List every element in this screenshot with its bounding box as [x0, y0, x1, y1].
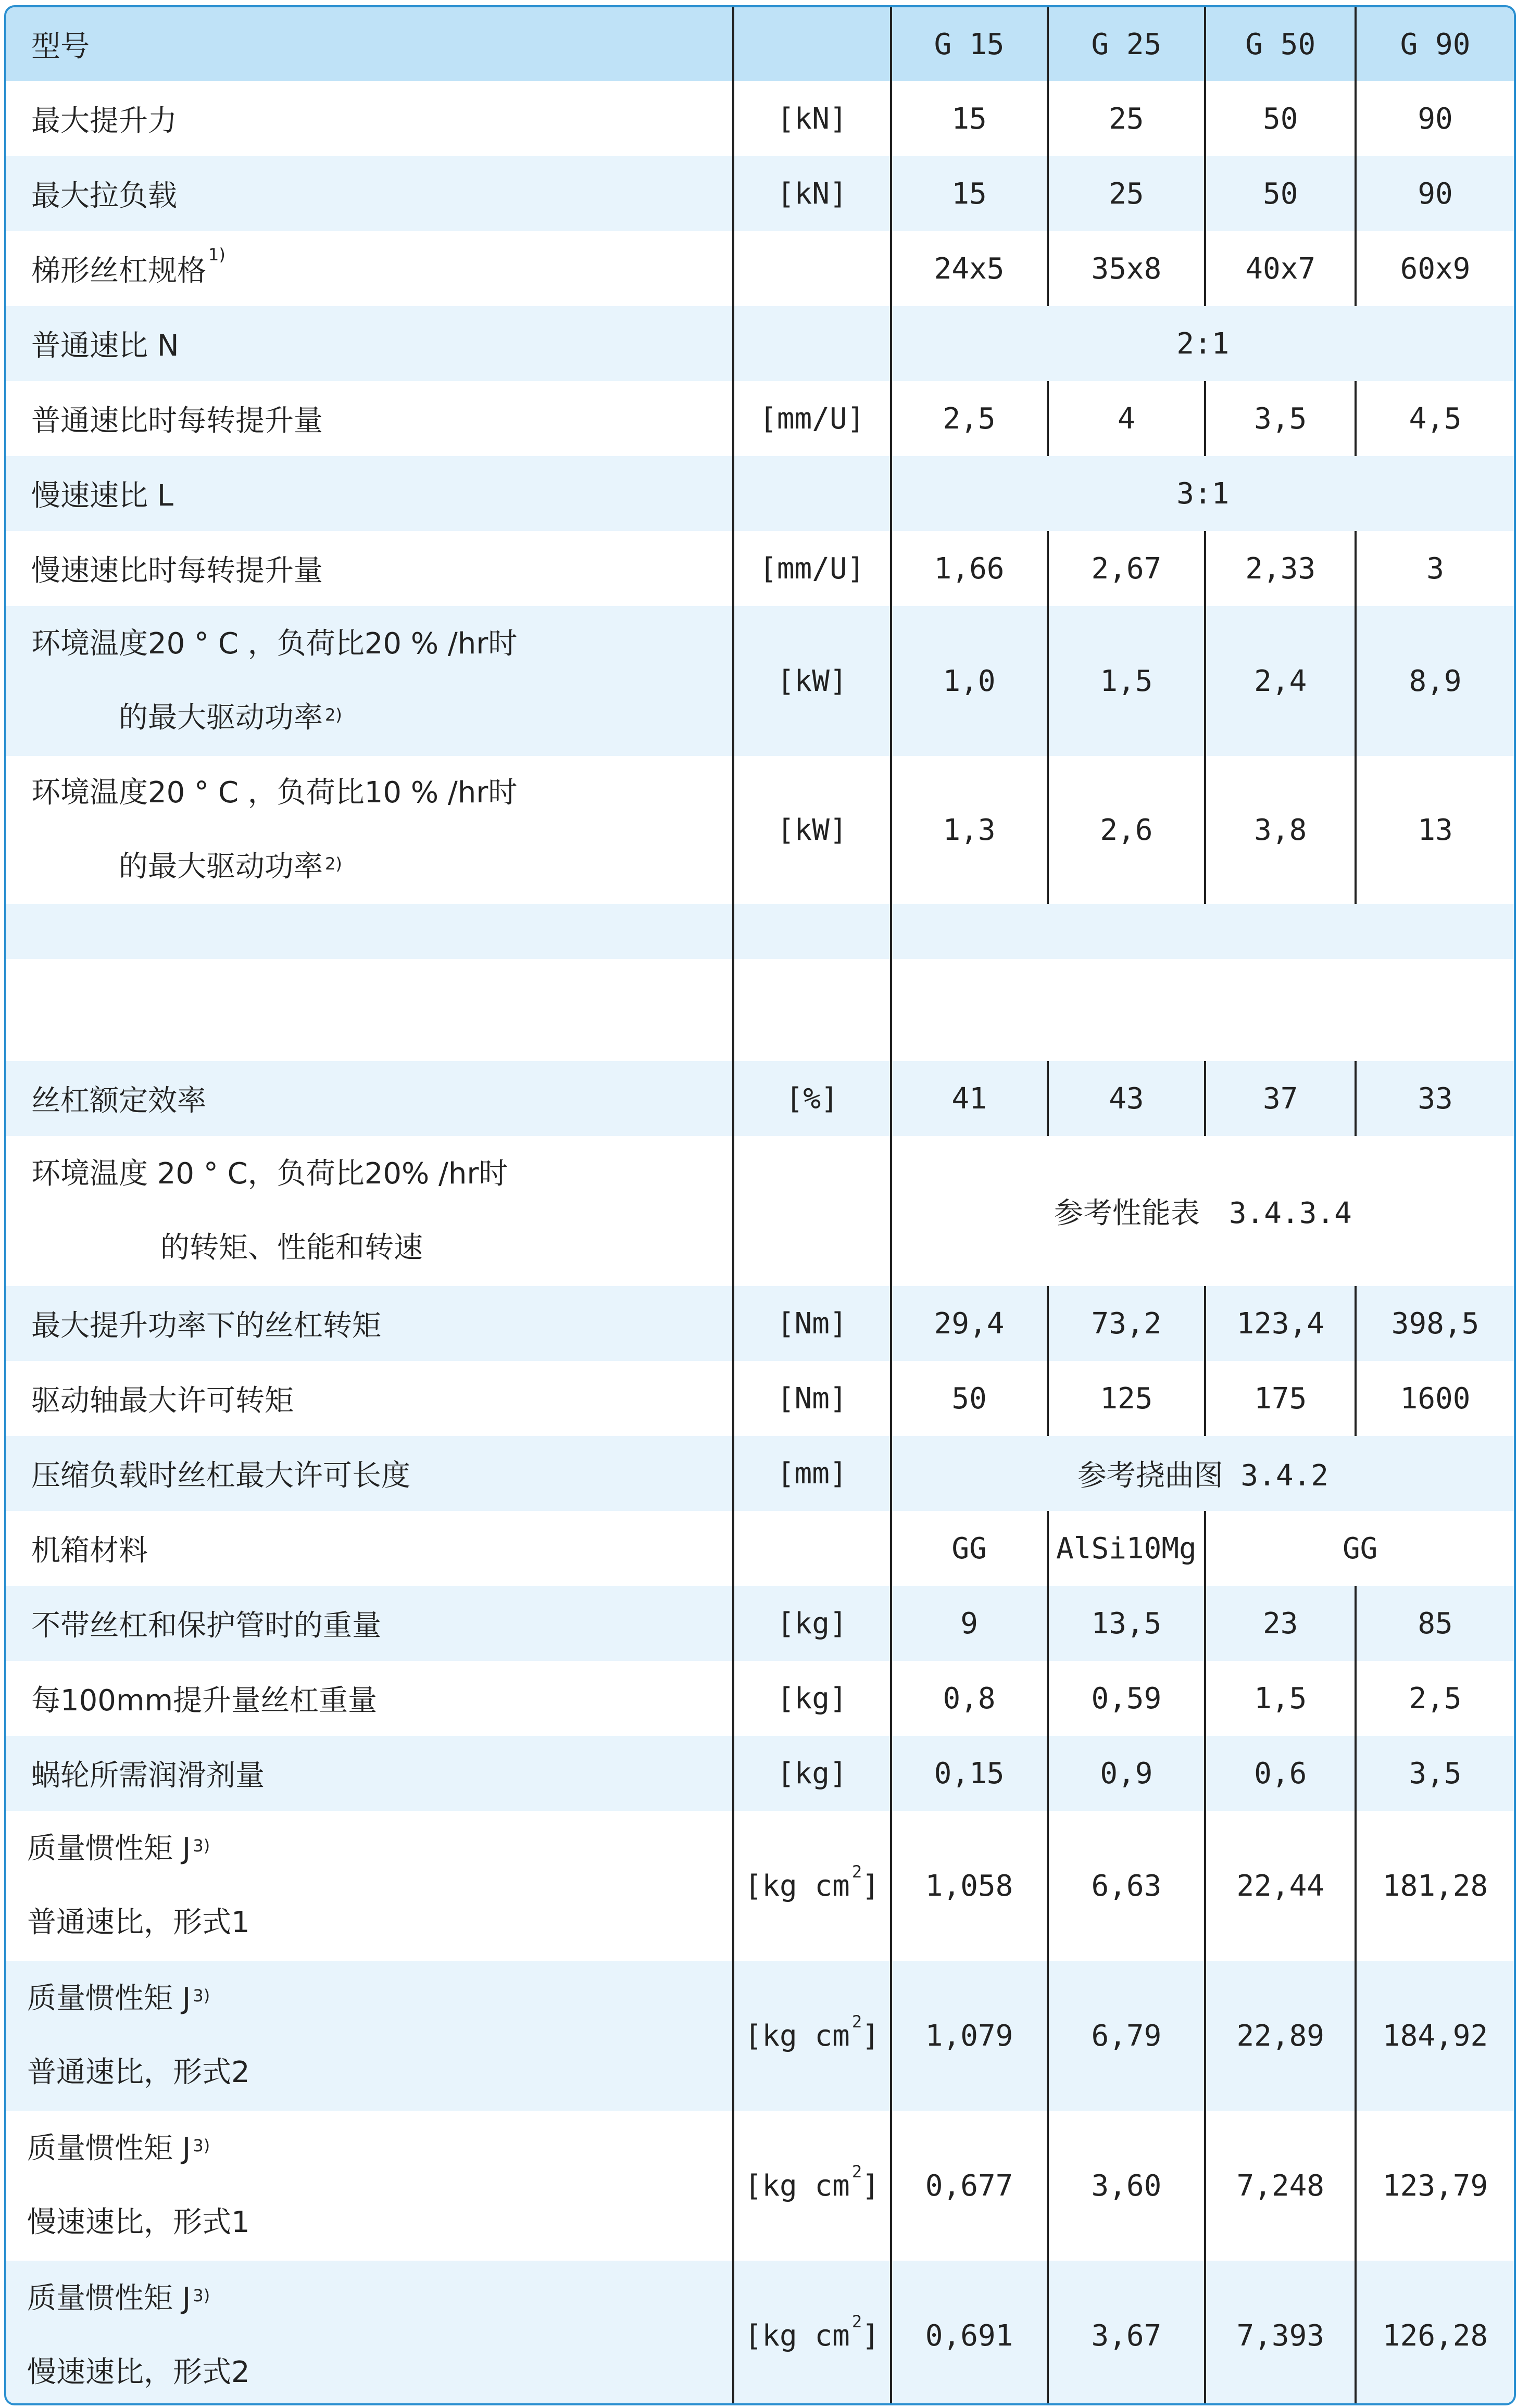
row-unit: [%] — [733, 1061, 891, 1136]
row-unit — [733, 1961, 891, 2111]
table-row-empty — [6, 904, 1514, 959]
row-label: 普通速比 N — [6, 306, 733, 381]
row-label-line1-text: 质量惯性矩 J — [27, 1832, 191, 1865]
row-value: 50 — [1205, 156, 1356, 231]
row-value: 41 — [891, 1061, 1048, 1136]
row-unit: [kW] — [733, 606, 891, 756]
row-value: 50 — [1205, 81, 1356, 156]
table-row — [6, 756, 1514, 904]
row-unit: [mm/U] — [733, 381, 891, 456]
row-label-line1: 环境温度20 ° C ，负荷比20 % /hr时 — [31, 627, 518, 661]
row-value: 85 — [1356, 1586, 1514, 1661]
row-label: 丝杠额定效率 — [6, 1061, 733, 1136]
row-label: 压缩负载时丝杠最大许可长度 — [6, 1436, 733, 1511]
row-value: 0,9 — [1048, 1736, 1206, 1811]
row-value: 7,248 — [1205, 2111, 1356, 2261]
row-unit: [kW] — [733, 756, 891, 904]
table-row — [6, 1061, 1514, 1136]
row-value: 2,33 — [1205, 531, 1356, 606]
row-label-line2 — [31, 681, 732, 755]
row-value: 125 — [1048, 1361, 1206, 1436]
row-label — [6, 2111, 733, 2261]
row-label — [6, 2261, 733, 2405]
row-span-value: 参考性能表 3.4.3.4 — [891, 1136, 1514, 1286]
row-label: 最大拉负载 — [6, 156, 733, 231]
row-span-value: 参考挠曲图 3.4.2 — [891, 1436, 1514, 1511]
row-value: 7,393 — [1205, 2261, 1356, 2405]
row-value: 3,8 — [1205, 756, 1356, 904]
table-row — [6, 531, 1514, 606]
row-value: 0,15 — [891, 1736, 1048, 1811]
table-row — [6, 1136, 1514, 1286]
row-value: 1600 — [1356, 1361, 1514, 1436]
row-value: 29,4 — [891, 1286, 1048, 1361]
row-unit — [733, 231, 891, 306]
table-row-empty — [6, 959, 1514, 1061]
table-row — [6, 1361, 1514, 1436]
row-value: 43 — [1048, 1061, 1206, 1136]
row-value: 123,79 — [1356, 2111, 1514, 2261]
row-unit: [kg] — [733, 1586, 891, 1661]
row-label: 最大提升力 — [31, 104, 177, 138]
row-label-line1 — [27, 1962, 732, 2036]
row-label-line2: 的转矩、性能和转速 — [160, 1231, 423, 1265]
row-value: 2,5 — [891, 381, 1048, 456]
row-label-line2: 慢速速比，形式2 — [27, 2355, 250, 2389]
row-label-line2-text: 的最大驱动功率 — [119, 850, 323, 884]
header-col-2: G 25 — [1048, 7, 1206, 81]
unit-close: ] — [862, 1869, 880, 1903]
unit-text: [kg cm — [744, 1869, 850, 1903]
row-value: 13 — [1356, 756, 1514, 904]
unit-close: ] — [862, 2318, 880, 2353]
table-row — [6, 456, 1514, 531]
table-row — [6, 1436, 1514, 1511]
row-value: 1,66 — [891, 531, 1048, 606]
row-value: 3,60 — [1048, 2111, 1206, 2261]
row-label: 普通速比时每转提升量 — [31, 404, 323, 438]
row-value: 6,63 — [1048, 1811, 1206, 1961]
header-col-1: G 15 — [891, 7, 1048, 81]
row-value: 33 — [1356, 1061, 1514, 1136]
row-value: 3,67 — [1048, 2261, 1206, 2405]
row-value: 40x7 — [1205, 231, 1356, 306]
row-label-line1 — [27, 2112, 732, 2186]
row-unit — [733, 306, 891, 381]
footnote-mark: 2) — [325, 854, 342, 874]
row-value: 22,89 — [1205, 1961, 1356, 2111]
table-row — [6, 381, 1514, 456]
footnote-mark: 2) — [325, 705, 342, 725]
table-row — [6, 1811, 1514, 1961]
spec-table-frame — [4, 5, 1516, 2405]
table-row — [6, 1661, 1514, 1736]
row-label-line1 — [27, 1812, 732, 1886]
table-row — [6, 1511, 1514, 1586]
row-value: 90 — [1356, 156, 1514, 231]
row-value: 3,5 — [1205, 381, 1356, 456]
row-unit: [mm/U] — [733, 531, 891, 606]
row-span-value: 2:1 — [891, 306, 1514, 381]
row-value: 8,9 — [1356, 606, 1514, 756]
row-span-value — [891, 959, 1514, 1061]
row-label-line1-text: 质量惯性矩 J — [27, 1982, 191, 2015]
row-value: 6,79 — [1048, 1961, 1206, 2111]
row-label: 机箱材料 — [31, 1534, 148, 1568]
row-value: 25 — [1048, 81, 1206, 156]
row-value: 4,5 — [1356, 381, 1514, 456]
row-value: 1,0 — [891, 606, 1048, 756]
header-col-3: G 50 — [1205, 7, 1356, 81]
row-unit: [Nm] — [733, 1361, 891, 1436]
row-unit — [733, 1811, 891, 1961]
row-value: 73,2 — [1048, 1286, 1206, 1361]
row-value: 0,691 — [891, 2261, 1048, 2405]
row-value: 23 — [1205, 1586, 1356, 1661]
table-row — [6, 1286, 1514, 1361]
row-value: 184,92 — [1356, 1961, 1514, 2111]
row-value: 1,058 — [891, 1811, 1048, 1961]
row-label-line1-text: 质量惯性矩 J — [27, 2281, 191, 2315]
row-label — [6, 959, 733, 1061]
row-unit — [733, 904, 891, 959]
table-row — [6, 156, 1514, 231]
table-row — [6, 2111, 1514, 2261]
table-row — [6, 81, 1514, 156]
header-unit — [733, 7, 891, 81]
row-value: GG — [891, 1511, 1048, 1586]
header-col-4: G 90 — [1356, 7, 1514, 81]
row-value: 1,5 — [1205, 1661, 1356, 1736]
footnote-mark: 3) — [193, 1986, 210, 2006]
row-value: 24x5 — [891, 231, 1048, 306]
row-value: 4 — [1048, 381, 1206, 456]
row-value: 175 — [1205, 1361, 1356, 1436]
row-value: 0,59 — [1048, 1661, 1206, 1736]
row-span-value: 3:1 — [891, 456, 1514, 531]
row-label — [6, 904, 733, 959]
row-label-text: 梯形丝杠规格 — [31, 254, 206, 288]
row-unit: [mm] — [733, 1436, 891, 1511]
row-unit — [733, 1511, 891, 1586]
row-value: 22,44 — [1205, 1811, 1356, 1961]
unit-text: [kg cm — [744, 2318, 850, 2353]
unit-text: [kg cm — [744, 2019, 850, 2053]
row-label: 驱动轴最大许可转矩 — [31, 1384, 294, 1418]
footnote-mark: 3) — [193, 2286, 210, 2305]
row-label: 慢速速比时每转提升量 — [31, 554, 323, 588]
row-value: 9 — [891, 1586, 1048, 1661]
unit-exponent: 2 — [851, 2011, 862, 2032]
row-label-line2-text: 的最大驱动功率 — [119, 701, 323, 735]
unit-close: ] — [862, 2019, 880, 2053]
unit-exponent: 2 — [851, 2161, 862, 2182]
row-unit — [733, 2111, 891, 2261]
row-value: 3 — [1356, 531, 1514, 606]
row-label-line2: 普通速比，形式2 — [27, 2056, 250, 2089]
row-value: 0,6 — [1205, 1736, 1356, 1811]
row-label-line1: 环境温度20 ° C ，负荷比10 % /hr时 — [31, 776, 518, 810]
footnote-mark: 3) — [193, 2136, 210, 2155]
footnote-mark: 3) — [193, 1836, 210, 1856]
row-value: 2,6 — [1048, 756, 1206, 904]
row-label-line2: 普通速比，形式1 — [27, 1906, 250, 1939]
row-unit: [Nm] — [733, 1286, 891, 1361]
header-row — [6, 7, 1514, 81]
row-value: 13,5 — [1048, 1586, 1206, 1661]
header-label: 型号 — [6, 7, 733, 81]
row-value: 50 — [891, 1361, 1048, 1436]
row-unit: [kN] — [733, 81, 891, 156]
row-value: 1,3 — [891, 756, 1048, 904]
table-row — [6, 1961, 1514, 2111]
row-value: 398,5 — [1356, 1286, 1514, 1361]
unit-exponent: 2 — [851, 1861, 862, 1882]
table-row — [6, 306, 1514, 381]
table-row — [6, 606, 1514, 756]
row-label — [6, 231, 733, 306]
row-label: 慢速速比 L — [6, 456, 733, 531]
row-value: 15 — [891, 156, 1048, 231]
row-label — [6, 1136, 733, 1286]
row-unit — [733, 2261, 891, 2405]
row-value: 90 — [1356, 81, 1514, 156]
row-label: 不带丝杠和保护管时的重量 — [6, 1586, 733, 1661]
row-label-line1-text: 质量惯性矩 J — [27, 2132, 191, 2165]
row-label-line2 — [31, 830, 732, 904]
row-value: 2,67 — [1048, 531, 1206, 606]
row-value: 1,079 — [891, 1961, 1048, 2111]
row-label-line1: 环境温度 20 ° C，负荷比20% /hr时 — [31, 1157, 508, 1191]
row-label — [6, 756, 733, 904]
row-value: 126,28 — [1356, 2261, 1514, 2405]
unit-text: [kg cm — [744, 2169, 850, 2203]
row-unit — [733, 1136, 891, 1286]
spec-table — [6, 7, 1514, 2405]
row-label — [6, 606, 733, 756]
row-value: 123,4 — [1205, 1286, 1356, 1361]
footnote-mark: 1) — [208, 245, 225, 264]
row-value: 3,5 — [1356, 1736, 1514, 1811]
row-value: 0,8 — [891, 1661, 1048, 1736]
row-label — [6, 1811, 733, 1961]
row-label — [6, 1961, 733, 2111]
row-label-line2: 慢速速比，形式1 — [27, 2205, 250, 2239]
row-value: 0,677 — [891, 2111, 1048, 2261]
row-unit — [733, 456, 891, 531]
table-row — [6, 231, 1514, 306]
row-value: 15 — [891, 81, 1048, 156]
table-row — [6, 2261, 1514, 2405]
row-unit — [733, 959, 891, 1061]
row-value: 35x8 — [1048, 231, 1206, 306]
row-unit: [kg] — [733, 1736, 891, 1811]
row-value: 2,4 — [1205, 606, 1356, 756]
row-value: 1,5 — [1048, 606, 1206, 756]
row-value: 2,5 — [1356, 1661, 1514, 1736]
row-span-value — [891, 904, 1514, 959]
row-value: AlSi10Mg — [1048, 1511, 1206, 1586]
row-label-line1 — [27, 2262, 732, 2336]
row-unit: [kg] — [733, 1661, 891, 1736]
row-value: GG — [1205, 1511, 1514, 1586]
row-value: 37 — [1205, 1061, 1356, 1136]
row-value: 25 — [1048, 156, 1206, 231]
row-label: 蜗轮所需润滑剂量 — [6, 1736, 733, 1811]
table-row — [6, 1586, 1514, 1661]
table-row — [6, 1736, 1514, 1811]
row-label: 最大提升功率下的丝杠转矩 — [6, 1286, 733, 1361]
unit-exponent: 2 — [851, 2311, 862, 2331]
row-value: 181,28 — [1356, 1811, 1514, 1961]
row-label: 每100mm提升量丝杠重量 — [31, 1684, 377, 1718]
row-unit: [kN] — [733, 156, 891, 231]
unit-close: ] — [862, 2169, 880, 2203]
row-value: 60x9 — [1356, 231, 1514, 306]
